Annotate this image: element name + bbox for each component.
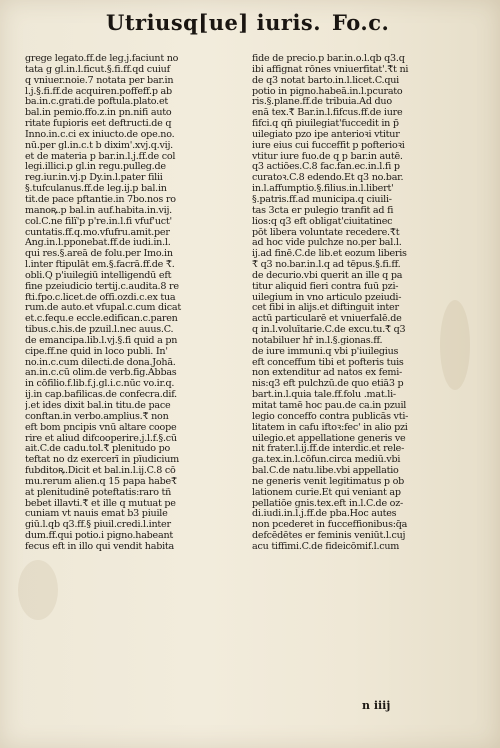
text-line: mitat tamē hoc pau.de ca.in pzuil (252, 401, 407, 411)
paper-stain (440, 300, 470, 390)
text-line: et de materia p bar.in.l.j.ff.de col (25, 151, 176, 162)
text-line: de emancipa.lib.l.vj.§.fi quid a pn (25, 335, 178, 346)
text-line: uilegio.et appellatione generis ve (252, 433, 406, 444)
text-line: ij.in cap.bafilicas.de confecra.dif. (25, 390, 177, 401)
text-line: curatoꝛ.C.8 edendo.Et q3 no.bar. (252, 173, 404, 184)
text-line: pōt libera voluntate recedere.₹t (252, 227, 400, 238)
text-line: ritate fupioris eet deftructi.de q (25, 119, 172, 130)
text-line: iure eius cui fucceffit p pofterioꝛi (252, 140, 405, 151)
text-line: ₹ q3 no.bar.in.l.q ad tēpus.§.fi.ff. (252, 260, 401, 271)
text-line: nit frater.l.ij.ff.de interdic.et rele- (252, 444, 405, 455)
text-line: cuniam vt nauis emat b3 piuile (25, 509, 168, 520)
text-line: acu tiffimi.C.de fideicōmif.l.cum (252, 541, 400, 552)
text-line: giū.l.qb q3.ff.§ piuil.credi.l.inter (25, 520, 171, 531)
text-line: cuntatis.ff.q.mo.vfufru.amit.per (25, 227, 170, 238)
text-line: j.et ides dixit bal.in titu.de pace (25, 401, 171, 411)
text-line: obli.Q p'iuilegiū intelligendū eft (25, 270, 172, 281)
text-line: uilegiato pzo ipe anterioꝛi vtitur (252, 129, 400, 140)
text-line: an.in.c.cū olim.de verb.fig.Abbas (25, 368, 177, 379)
text-line: fecus eft in illo qui vendit habita (25, 541, 174, 552)
text-line: ad hoc vide pulchze no.per bal.l. (252, 238, 402, 249)
text-line: dum.ff.qui potio.i pigno.habeant (25, 531, 173, 542)
text-line: §.patris.ff.ad municipa.q ciuili- (252, 194, 392, 205)
text-line: q in.l.voluītarie.C.de excu.tu.₹ q3 (252, 325, 406, 336)
text-line: non pcederet in fucceffionibus:q̄a (252, 520, 408, 531)
text-line: grege legato.ff.de leg.j.faciunt no (25, 54, 179, 64)
text-line: actū particularē et vniuerfalē.de (252, 314, 402, 325)
text-line: teftat no dz exercerī in pīudicium (25, 455, 180, 466)
paper-stain (18, 560, 58, 620)
text-line: ibi affignat rōnes vniuerfitat'.₹t ni (252, 64, 409, 75)
text-line: de iure immuni.q vbi p'iuilegius (252, 346, 399, 357)
text-line: Ang.in.l.pponebat.ff.de iudi.in.l. (25, 238, 171, 249)
text-line: l.inter ftipulāt em.§.facrā.ff.de ₹. (25, 260, 175, 271)
running-head-title: Utriusq[ue] iuris. (106, 10, 322, 35)
text-line: di.iudi.in.l.j.ff.de pba.Hoc autes (252, 509, 397, 520)
text-line: legio conceffo contra publicās vti- (252, 411, 409, 422)
text-line: nis:q3 eft pulchzū.de quo etiā3 p (252, 379, 404, 390)
text-line: bal.in pemio.ffo.z.in pn.nifi auto (25, 108, 172, 119)
text-line: enā tex.₹ Bar.in.l.fifcus.ff.de iure (252, 108, 403, 119)
text-line: reg.iur.in.vj.p Dy.in.l.pater filii (25, 173, 163, 184)
text-line: tit.de pace pftantie.in 7bo.nos ro (25, 194, 176, 205)
text-line: Inno.in.c.ci ex iniucto.de ope.no. (25, 129, 175, 140)
text-line: col.C.ne filï'p p're.in.l.fi vfuf'uct' (25, 216, 172, 227)
text-line: qui res.§.areā de folu.per Imo.in (25, 249, 173, 260)
text-line: tata g gl.in.l.ficut.§.fi.ff.qd cuiuf (25, 64, 170, 75)
text-line: tas 3cta er pulegio tranfit ad fi (252, 205, 394, 216)
text-line: eft conceffum tibi et pofteris tuis (252, 357, 404, 368)
text-line: fifci.q qñ piuilegiat'fuccedit in p̄ (252, 119, 399, 130)
text-line: fine pzeiudicio tertij.c.audita.8 re (25, 281, 179, 292)
text-line: cipe.ff.ne quid in loco publi. In' (25, 346, 168, 357)
text-line: rire et aliud difcooperire.j.l.f.§.cū (25, 433, 177, 444)
text-line: vtitur iure fuo.de q p bar.in autē. (252, 151, 403, 162)
text-line: fubditoꝶ.Dicit et bal.in.l.ij.C.8 cō (25, 466, 176, 477)
text-line: fide de precio.p bar.in.o.l.qb q3.q (252, 54, 405, 64)
text-line: de decurio.vbi querit an ille q pa (252, 270, 403, 281)
text-line: et.c.fequ.e eccle.edifican.c.paren (25, 314, 178, 325)
text-line: lios:q q3 eft obligat'ciuitatinec (252, 216, 393, 227)
text-line: cet fibi in alijs.et diftinguit inter (252, 303, 399, 314)
text-line: pellatiōe gnis.tex.eft in.l.C.de oz- (252, 498, 403, 509)
text-line: legi.illici.p gl.in regu.pulleg.de (25, 162, 166, 173)
text-line: at plenitudinē poteftatis:raro tñ (25, 487, 172, 498)
text-line: titur aliquid fieri contra fuū pzi- (252, 281, 399, 292)
text-line: nū.per gl.in.c.t b dixim'.xvj.q.vij. (25, 140, 173, 151)
text-line: ne generis venit legitimatus p ob (252, 476, 405, 487)
text-line: mu.rerum alien.q 15 papa habe₹ (25, 476, 177, 487)
text-line: defcēdētes er feminis veniūt.l.cuj (252, 531, 406, 542)
text-line: q vniuer.noie.7 notata per bar.in (25, 75, 174, 86)
text-line: in cōfilio.f.lib.f.j.gl.i.c.nūc vo.ir.q. (25, 379, 175, 390)
left-text-column (25, 54, 221, 553)
text-line: l.j.§.fi.ff.de acquiren.poffeff.p ab (25, 86, 172, 97)
text-line: ait.C.de cadu.tol.₹ plenitudo po (25, 444, 171, 455)
text-line: bal.C.de natu.libe.vbi appellatio (252, 466, 399, 477)
text-line: q3 actiōes.C.8 fac.fan.ec.in.l.fi p (252, 162, 400, 173)
text-line: fti.fpo.c.licet.de offi.ozdi.c.ex tua (25, 292, 176, 303)
text-line: eft bom pncipis vnū altare coope (25, 422, 177, 433)
right-text-column (252, 54, 452, 553)
text-line: rum.de auto.et vfupal.c.cum dicat (25, 303, 181, 314)
text-line: ga.tex.in.l.cōfun.circa mediū.vbi (252, 455, 401, 466)
text-line: potio in pigno.habeā.in.l.pcurato (252, 86, 403, 97)
text-line: litatem in cafu iftoꝛ:fec' in alio pzi (252, 422, 408, 433)
text-line: ij.ad finē.C.de lib.et eozum liberis (252, 249, 407, 260)
text-line: §.tufculanus.ff.de leg.ij.p bal.in (25, 184, 167, 195)
text-line: de q3 notat barto.in.l.licet.C.qui (252, 75, 399, 86)
text-line: ba.in.c.grati.de poftula.plato.et (25, 97, 168, 108)
signature-mark: n iiij (362, 699, 391, 712)
text-line: lationem curie.Et qui veniant ap (252, 487, 401, 498)
text-line: bebet illavti.₹ et ille q mutuat pe (25, 498, 176, 509)
text-line: no.in.c.cum dilecti.de dona.Johā. (25, 357, 176, 368)
folio-number: Fo.c. (332, 10, 390, 35)
text-line: tibus.c.his.de pzuil.l.nec auus.C. (25, 325, 174, 336)
text-line: ris.§.plane.ff.de tribuia.Ad duo (252, 97, 392, 108)
text-line: in.l.affumptio.§.filius.in.l.libert' (252, 184, 394, 195)
text-line: manoꝶ.p bal.in auf.habita.in.vij. (25, 205, 172, 216)
text-line: conftan.in verbo.amplius.₹ non (25, 411, 169, 422)
text-line: non extenditur ad natos ex femi- (252, 368, 403, 379)
text-line: notabiluer hř in.l.§.gionas.ff. (252, 335, 383, 346)
text-line: uilegium in vno articulo pzeiudi- (252, 292, 402, 303)
text-line: bart.in.l.quia tale.ff.folu .mat.li- (252, 390, 396, 401)
